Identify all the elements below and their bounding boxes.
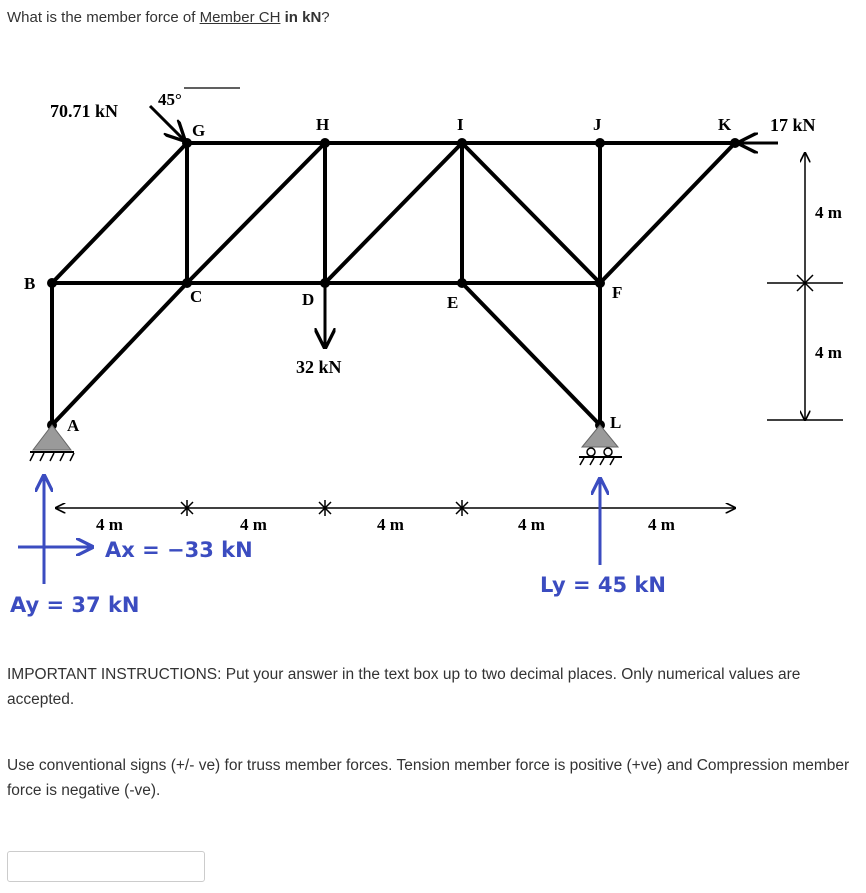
dim-vertical-upper: 4 m — [815, 203, 842, 222]
node-label-I: I — [457, 115, 464, 134]
member-AC — [52, 283, 187, 425]
member-DI — [325, 143, 462, 283]
node-label-C: C — [190, 287, 203, 306]
node-label-D: D — [302, 290, 315, 309]
node-label-E: E — [447, 293, 459, 312]
vertical-dimension — [767, 153, 843, 420]
node-label-J: J — [593, 115, 602, 134]
angle-label: 45° — [158, 90, 182, 109]
dim-horizontal-3: 4 m — [377, 515, 404, 534]
horizontal-load-label: 17 kN — [770, 115, 816, 135]
dim-horizontal-2: 4 m — [240, 515, 267, 534]
dim-horizontal-5: 4 m — [648, 515, 675, 534]
member-CH — [187, 143, 325, 283]
node-label-F: F — [612, 283, 623, 302]
member-FK — [600, 143, 735, 283]
reaction-ay-label: Ay = 37 kN — [10, 593, 140, 617]
dim-horizontal-4: 4 m — [518, 515, 545, 534]
member-EL — [462, 283, 600, 425]
reaction-ly-label: Ly = 45 kN — [540, 573, 666, 597]
node-label-B: B — [24, 274, 36, 293]
dim-horizontal-1: 4 m — [96, 515, 123, 534]
truss-members — [52, 143, 735, 425]
instructions-sign-convention: Use conventional signs (+/- ve) for truss member forces. Tension member force is positive (+ve) and Compression member force is negative (-ve). — [7, 757, 850, 799]
member-IF — [462, 143, 600, 283]
horizontal-dimension — [56, 500, 735, 516]
node-label-K: K — [718, 115, 732, 134]
vertical-load-label: 32 kN — [296, 357, 342, 377]
node-label-A: A — [67, 416, 80, 435]
horizontal-load-K — [739, 115, 816, 143]
node-label-G: G — [192, 121, 206, 140]
instructions-important: IMPORTANT INSTRUCTIONS: Put your answer in the text box up to two decimal places. Only numerical values are accepted. — [7, 666, 801, 708]
reaction-ax-label: Ax = −33 kN — [105, 538, 253, 562]
question-text: What is the member force of Member CH in kN? — [7, 9, 330, 26]
inclined-load-G — [50, 88, 240, 140]
node-label-L: L — [610, 413, 622, 432]
answer-input[interactable] — [7, 851, 205, 882]
dim-vertical-lower: 4 m — [815, 343, 842, 362]
inclined-load-label: 70.71 kN — [50, 101, 119, 121]
node-label-H: H — [316, 115, 330, 134]
member-label: Member CH — [199, 9, 281, 26]
member-BG — [52, 143, 187, 283]
